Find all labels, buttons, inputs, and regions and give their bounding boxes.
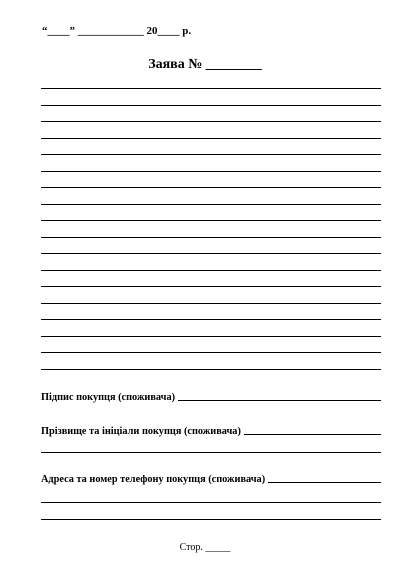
address-row bbox=[41, 474, 381, 485]
signature-field[interactable] bbox=[178, 399, 381, 401]
page-number: Стор. _____ bbox=[179, 542, 231, 553]
full-name-field[interactable] bbox=[244, 433, 381, 435]
writing-line[interactable] bbox=[41, 154, 381, 155]
writing-line[interactable] bbox=[41, 319, 381, 320]
writing-line[interactable] bbox=[41, 105, 381, 106]
writing-line[interactable] bbox=[41, 286, 381, 287]
writing-line[interactable] bbox=[41, 369, 381, 370]
full-name-label: Прізвище та ініціали покупця (споживача) bbox=[41, 426, 241, 437]
signature-row bbox=[41, 392, 381, 403]
writing-line[interactable] bbox=[41, 187, 381, 188]
writing-line[interactable] bbox=[41, 352, 381, 353]
writing-line[interactable] bbox=[41, 121, 381, 122]
writing-line[interactable] bbox=[41, 253, 381, 254]
writing-line[interactable] bbox=[41, 171, 381, 172]
full-name-row bbox=[41, 426, 381, 437]
writing-line[interactable] bbox=[41, 270, 381, 271]
writing-line[interactable] bbox=[41, 303, 381, 304]
address-label: Адреса та номер телефону покупця (споживача) bbox=[41, 474, 266, 485]
writing-line[interactable] bbox=[41, 237, 381, 238]
writing-line[interactable] bbox=[41, 336, 381, 337]
writing-line[interactable] bbox=[41, 138, 381, 139]
form-title: Заява № ________ bbox=[148, 57, 262, 72]
writing-line[interactable] bbox=[41, 88, 381, 89]
date-line: “____” ____________ 20____ р. bbox=[42, 25, 192, 37]
signature-label: Підпис покупця (споживача) bbox=[41, 392, 176, 403]
address-extra-line[interactable] bbox=[41, 519, 381, 520]
address-extra-line[interactable] bbox=[41, 502, 381, 503]
writing-line[interactable] bbox=[41, 220, 381, 221]
address-field[interactable] bbox=[268, 481, 381, 483]
full-name-extra-line[interactable] bbox=[41, 452, 381, 453]
writing-line[interactable] bbox=[41, 204, 381, 205]
